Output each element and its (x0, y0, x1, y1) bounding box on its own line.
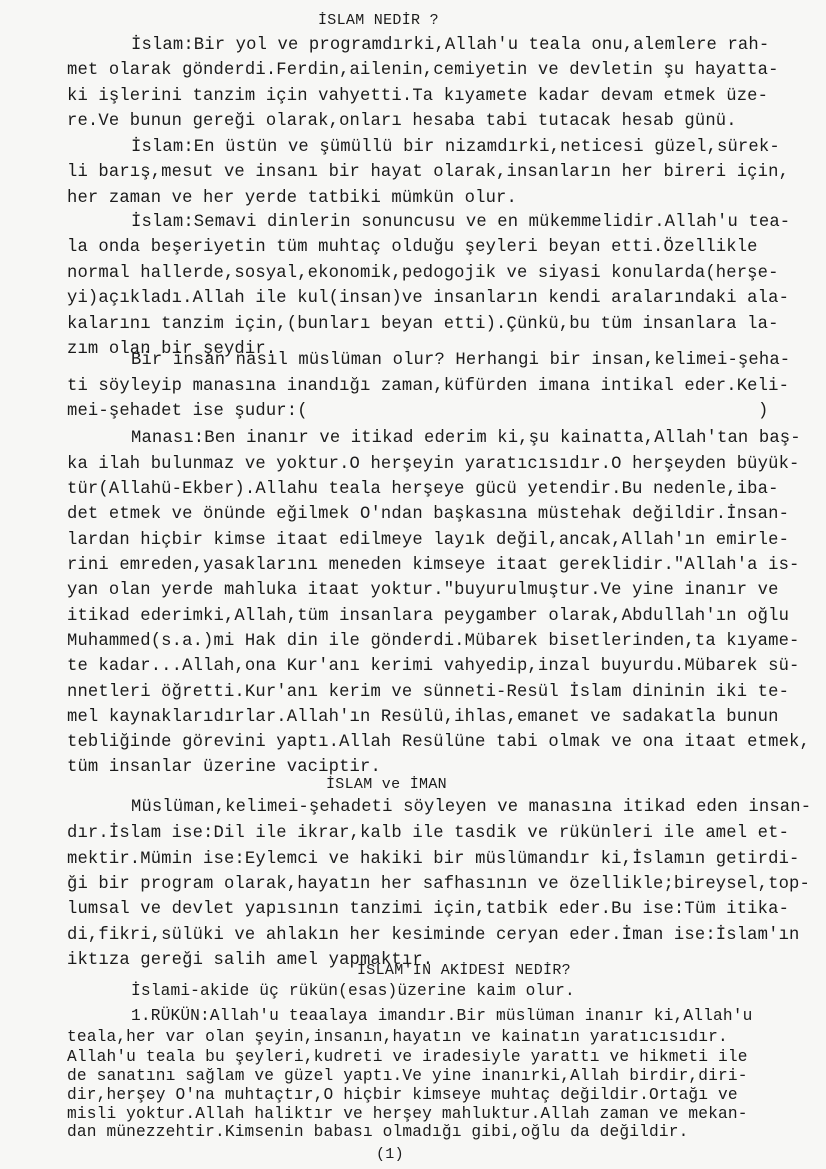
text-line: itikad ederimki,Allah,tüm insanlara peygamber olarak,Abdullah'ın oğlu (67, 607, 790, 626)
text-line: mei-şehadet ise şudur:( (67, 402, 308, 421)
text-line: İslam:En üstün ve şümüllü bir nizamdırki,neticesi güzel,sürek- (131, 138, 780, 157)
text-line: İslam:Semavi dinlerin sonuncusu ve en mükemmelidir.Allah'u tea- (131, 213, 791, 232)
text-line: ti söyleyip manasına inandığı zaman,küfürden imana intikal eder.Keli- (67, 377, 790, 396)
text-line: yan olan yerde mahluka itaat yoktur."buyurulmuştur.Ve yine inanır ve (67, 581, 779, 600)
text-line: iktıza gereği salih amel yapmaktır. (67, 951, 434, 970)
text-line: her zaman ve her yerde tatbiki mümkün olur. (67, 189, 517, 208)
text-line: 1.RÜKÜN:Allah'u teaalaya imandır.Bir müslüman inanır ki,Allah'u (131, 1007, 753, 1025)
text-line: mektir.Mümin ise:Eylemci ve hakiki bir müslümandır ki,İslamın getirdi- (67, 850, 800, 869)
text-line: dır.İslam ise:Dil ile ikrar,kalb ile tasdik ve rükünleri ile amel et- (67, 824, 790, 843)
text-line: re.Ve bunun gereği olarak,onları hesaba tabi tutacak hesab günü. (67, 112, 737, 131)
text-line: tüm insanlar üzerine vaciptir. (67, 758, 381, 777)
text-line: la onda beşeriyetin tüm muhtaç olduğu şeyleri beyan etti.Özellikle (67, 238, 758, 257)
text-line: Manası:Ben inanır ve itikad ederim ki,şu kainatta,Allah'tan baş- (131, 429, 801, 448)
text-line: te kadar...Allah,ona Kur'anı kerimi vahyedip,inzal buyurdu.Mübarek sü- (67, 657, 800, 676)
text-line: ki işlerini tanzim için vahyetti.Ta kıyamete kadar devam etmek üze- (67, 87, 769, 106)
section-heading: İSLAM ve İMAN (326, 776, 447, 793)
text-line: ği bir program olarak,hayatın her safhasının ve özellikle;bireysel,top- (67, 875, 810, 894)
text-line: Allah'u teala bu şeyleri,kudreti ve iradesiyle yarattı ve hikmeti ile (67, 1048, 748, 1066)
text-line: di,fikri,sülüki ve ahlakın her kesiminde ceryan eder.İman ise:İslam'ın (67, 926, 800, 945)
text-line: lumsal ve devlet yapısının tanzimi için,tatbik eder.Bu ise:Tüm itika- (67, 900, 790, 919)
text-line: misli yoktur.Allah haliktır ve herşey mahluktur.Allah zaman ve mekan- (67, 1105, 748, 1123)
text-line: li barış,mesut ve insanı bir hayat olarak,insanların her bireri için, (67, 163, 790, 182)
text-line: dan münezzehtir.Kimsenin babası olmadığı gibi,oğlu da değildir. (67, 1123, 689, 1141)
text-line: mel kaynaklarıdırlar.Allah'ın Resülü,ihlas,emanet ve sadakatla bunun (67, 708, 779, 727)
text-line: lardan hiçbir kimse itaat edilmeye layık değil,ancak,Allah'ın emirle- (67, 531, 790, 550)
text-line: kalarını tanzim için,(bunları beyan etti).Çünkü,bu tüm insanlara la- (67, 315, 779, 334)
text-line: ) (758, 402, 769, 421)
section-heading: İSLAM'IN AKİDESİ NEDİR? (357, 962, 571, 979)
text-line: tebliğinde görevini yaptı.Allah Resülüne tabi olmak ve ona itaat etmek, (67, 733, 810, 752)
page-title: İSLAM NEDİR ? (318, 12, 439, 29)
text-line: met olarak gönderdi.Ferdin,ailenin,cemiyetin ve devletin şu hayatta- (67, 61, 779, 80)
text-line: İslam:Bir yol ve programdırki,Allah'u teala onu,alemlere rah- (131, 36, 770, 55)
text-line: yi)açıkladı.Allah ile kul(insan)ve insanların kendi aralarındaki ala- (67, 289, 790, 308)
text-line: tür(Allahü-Ekber).Allahu teala herşeye gücü yetendir.Bu nedenle,iba- (67, 480, 779, 499)
text-line: nnetleri öğretti.Kur'anı kerim ve sünneti-Resül İslam dininin iki te- (67, 683, 790, 702)
text-line: zım olan bir şeydir. (67, 340, 277, 359)
text-line: normal hallerde,sosyal,ekonomik,pedogojik ve siyasi konularda(herşe- (67, 264, 779, 283)
text-line: de sanatını sağlam ve güzel yaptı.Ve yine inanırki,Allah birdir,diri- (67, 1067, 748, 1085)
text-line: dir,herşey O'na muhtaçtır,O hiçbir kimseye muhtaç değildir.Ortağı ve (67, 1086, 738, 1104)
text-line: Müslüman,kelimei-şehadeti söyleyen ve manasına itikad eden insan- (131, 798, 812, 817)
text-line: Bir insan nasıl müslüman olur? Herhangi bir insan,kelimei-şeha- (131, 351, 791, 370)
text-line: det etmek ve önünde eğilmek O'ndan başkasına müstehak değildir.İnsan- (67, 505, 790, 524)
text-line: İslami-akide üç rükün(esas)üzerine kaim olur. (131, 982, 575, 1000)
page-number: (1) (376, 1146, 404, 1163)
text-line: teala,her var olan şeyin,insanın,hayatın ve kainatın yaratıcısıdır. (67, 1028, 728, 1046)
text-line: Muhammed(s.a.)mi Hak din ile gönderdi.Mübarek bisetlerinden,ta kıyame- (67, 632, 800, 651)
text-line: rini emreden,yasaklarını meneden kimseye itaat gereklidir."Allah'a is- (67, 556, 800, 575)
text-line: ka ilah bulunmaz ve yoktur.O herşeyin yaratıcısıdır.O herşeyden büyük- (67, 455, 800, 474)
